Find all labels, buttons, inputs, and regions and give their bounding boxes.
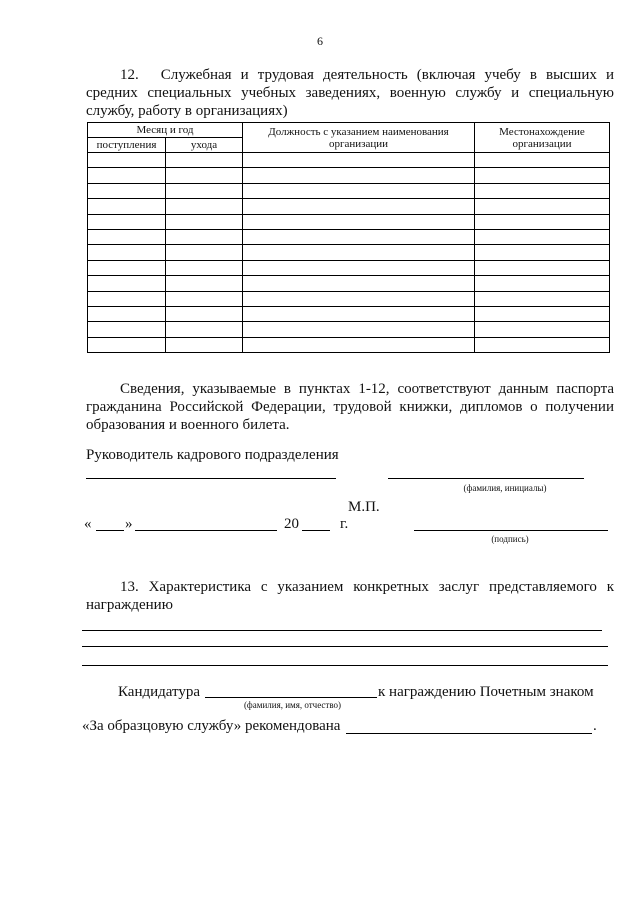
date-close-quote: » [125, 516, 133, 532]
head-position-line[interactable] [86, 478, 336, 479]
table-row [88, 153, 610, 168]
section-12-number: 12. [120, 67, 139, 83]
table-cell[interactable] [475, 322, 610, 337]
table-cell[interactable] [166, 322, 243, 337]
table-cell[interactable] [475, 306, 610, 321]
date-year-prefix: 20 [284, 516, 299, 532]
date-month-line[interactable] [135, 530, 277, 531]
table-cell[interactable] [243, 199, 475, 214]
table-row [88, 214, 610, 229]
table-cell[interactable] [88, 168, 166, 183]
characteristics-line-3[interactable] [82, 665, 608, 666]
table-cell[interactable] [243, 168, 475, 183]
table-row [88, 168, 610, 183]
head-of-hr-label: Руководитель кадрового подразделения [86, 447, 339, 463]
table-cell[interactable] [166, 214, 243, 229]
candidacy-label: Кандидатура [118, 684, 201, 700]
table-cell[interactable] [166, 168, 243, 183]
table-cell[interactable] [166, 229, 243, 244]
table-cell[interactable] [243, 322, 475, 337]
end-mark: . [593, 718, 597, 734]
date-year-line[interactable] [302, 530, 330, 531]
table-cell[interactable] [243, 276, 475, 291]
section-12-text: Служебная и трудовая деятельность (включая учебу в высших и средних специальных учебных заведениях, военную службу и специальную службу, работу в организациях) [86, 67, 614, 119]
table-row [88, 229, 610, 244]
header-month-year: Месяц и год [88, 123, 243, 138]
table-cell[interactable] [475, 153, 610, 168]
table-cell[interactable] [243, 245, 475, 260]
date-day-line[interactable] [96, 530, 124, 531]
work-history-table [87, 122, 610, 353]
confirmation-paragraph: Сведения, указываемые в пунктах 1-12, соответствуют данным паспорта гражданина Российской Федерации, трудовой книжки, дипломов о получении образования и военного билета. [86, 381, 614, 433]
characteristics-line-1[interactable] [82, 630, 602, 631]
table-cell[interactable] [475, 260, 610, 275]
table-cell[interactable] [88, 214, 166, 229]
table-row [88, 337, 610, 352]
table-cell[interactable] [166, 260, 243, 275]
section-13-paragraph: 13. Характеристика с указанием конкретных заслуг представляемого к награждению [86, 579, 614, 613]
table-cell[interactable] [88, 183, 166, 198]
table-cell[interactable] [475, 276, 610, 291]
table-row [88, 183, 610, 198]
table-cell[interactable] [88, 322, 166, 337]
table-row [88, 245, 610, 260]
table-cell[interactable] [243, 214, 475, 229]
table-cell[interactable] [475, 337, 610, 352]
table-cell[interactable] [475, 199, 610, 214]
table-cell[interactable] [88, 153, 166, 168]
table-cell[interactable] [243, 337, 475, 352]
characteristics-line-2[interactable] [82, 646, 608, 647]
table-cell[interactable] [166, 337, 243, 352]
table-cell[interactable] [475, 168, 610, 183]
table-cell[interactable] [243, 291, 475, 306]
table-cell[interactable] [88, 245, 166, 260]
candidate-name-caption: (фамилия, имя, отчество) [243, 700, 342, 710]
table-cell[interactable] [88, 306, 166, 321]
head-name-line[interactable] [388, 478, 584, 479]
table-cell[interactable] [88, 337, 166, 352]
table-cell[interactable] [166, 153, 243, 168]
table-cell[interactable] [243, 153, 475, 168]
table-row [88, 322, 610, 337]
table-cell[interactable] [88, 199, 166, 214]
header-end: ухода [166, 138, 243, 153]
table-cell[interactable] [475, 229, 610, 244]
table-cell[interactable] [475, 291, 610, 306]
name-initials-caption: (фамилия, инициалы) [463, 483, 547, 493]
section-12-paragraph [86, 66, 614, 120]
table-cell[interactable] [475, 183, 610, 198]
table-row [88, 291, 610, 306]
recommendation-line[interactable] [346, 733, 592, 734]
table-cell[interactable] [166, 199, 243, 214]
table-cell[interactable] [166, 276, 243, 291]
signature-line[interactable] [414, 530, 608, 531]
table-cell[interactable] [88, 291, 166, 306]
award-text: к награждению Почетным знаком [378, 684, 594, 700]
date-year-suffix: г. [340, 516, 349, 532]
table-row [88, 276, 610, 291]
table-row [88, 260, 610, 275]
table-cell[interactable] [88, 260, 166, 275]
table-cell[interactable] [166, 183, 243, 198]
table-row [88, 199, 610, 214]
signature-caption: (подпись) [491, 534, 529, 544]
header-position: Должность с указанием наименования организации [243, 123, 475, 153]
page-number: 6 [317, 34, 323, 48]
table-cell[interactable] [166, 306, 243, 321]
header-start: поступления [88, 138, 166, 153]
table-row [88, 306, 610, 321]
table-cell[interactable] [243, 260, 475, 275]
stamp-label: М.П. [348, 499, 380, 515]
table-cell[interactable] [166, 291, 243, 306]
table-cell[interactable] [243, 183, 475, 198]
table-cell[interactable] [475, 214, 610, 229]
header-location: Местонахождение организации [475, 123, 610, 153]
table-cell[interactable] [88, 229, 166, 244]
table-cell[interactable] [243, 229, 475, 244]
table-cell[interactable] [166, 245, 243, 260]
table-cell[interactable] [475, 245, 610, 260]
table-cell[interactable] [88, 276, 166, 291]
award-name: «За образцовую службу» рекомендована [82, 718, 341, 734]
table-cell[interactable] [243, 306, 475, 321]
date-open-quote: « [84, 516, 92, 532]
candidate-name-line[interactable] [205, 697, 377, 698]
